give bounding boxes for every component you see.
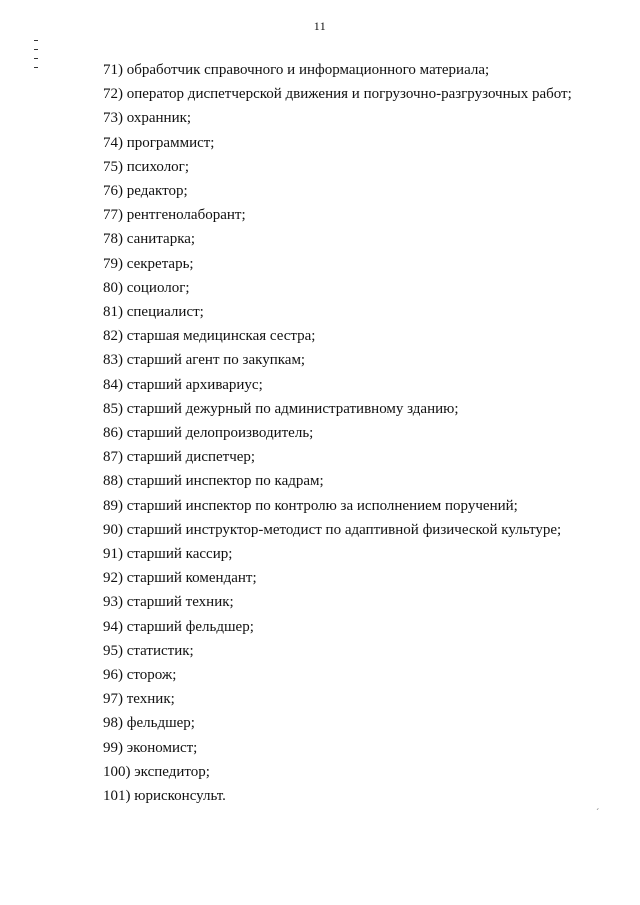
list-item: 94) старший фельдшер; [103,618,254,635]
list-item: 93) старший техник; [103,594,234,611]
list-item: 75) психолог; [103,158,189,175]
list-item: 86) старший делопроизводитель; [103,425,314,442]
list-item: 71) обработчик справочного и информационного материала; [103,62,490,78]
list-item: 74) программист; [103,134,215,151]
list-item: 81) специалист; [103,304,204,321]
list-item: 101) юрисконсульт. [103,788,226,805]
list-item: 100) экспедитор; [103,763,210,780]
list-item: 88) старший инспектор по кадрам; [103,473,324,490]
margin-mark [34,40,38,41]
list-item: 99) экономист; [103,739,198,756]
list-item: 87) старший диспетчер; [103,449,256,466]
list-item: 83) старший агент по закупкам; [103,352,306,369]
position-list [103,58,572,808]
list-item: 98) фельдшер; [103,715,195,732]
list-item: 79) секретарь; [103,255,194,272]
list-item: 77) рентгенолаборант; [103,207,246,224]
margin-mark [34,67,38,68]
list-item: 85) старший дежурный по административному зданию; [103,400,459,417]
margin-marks [34,40,40,76]
list-item: 89) старший инспектор по контролю за исполнением поручений; [103,497,518,514]
list-item: 97) техник; [103,691,175,708]
list-item: 90) старший инструктор-методист по адаптивной физической культуре; [103,521,562,538]
list-item: 76) редактор; [103,183,188,200]
list-item: 80) социолог; [103,279,190,296]
list-item: 92) старший комендант; [103,570,257,587]
list-item: 96) сторож; [103,667,177,684]
list-item: 84) старший архивариус; [103,376,263,393]
scan-artifact: ˊ [596,808,600,819]
list-item: 72) оператор диспетчерской движения и погрузочно-разгрузочных работ; [103,86,572,103]
list-item: 78) санитарка; [103,231,196,248]
margin-mark [34,49,38,50]
list-item: 91) старший кассир; [103,546,233,563]
list-item: 73) охранник; [103,110,192,127]
margin-mark [34,58,38,59]
list-item: 82) старшая медицинская сестра; [103,328,316,345]
list-item: 95) статистик; [103,642,194,659]
page-number: 11 [313,19,327,33]
